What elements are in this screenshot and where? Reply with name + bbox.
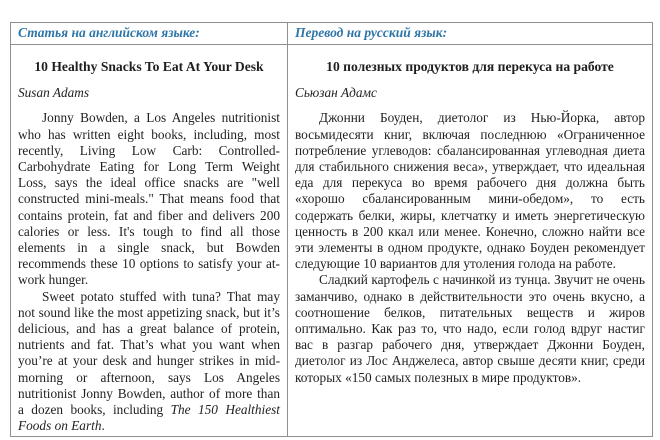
body-row	[11, 45, 653, 437]
russian-paragraph-1: Джонни Боуден, диетолог из Нью-Йорка, автор восьмидесяти книг, включая последнюю «Ограниченное потребление углеводов: сбалансированная углеводная диета для стабильного снижения веса», утверждает, что идеальная еда для перекуса во время рабочего дня должна быть «хорошо сбалансированным мини-обедом», то есть содержать белки, жиры, клетчатку и иметь энергетическую ценность в 200 ккал или менее. Конечно, сложно найти все эти элементы в одном продукте, однако Боуден рекомендует следующие 10 вариантов для утоления голода на работе.	[295, 110, 645, 272]
header-cell-russian: Перевод на русский язык:	[288, 23, 653, 45]
english-paragraph-2	[18, 289, 280, 435]
russian-column	[288, 45, 653, 437]
english-paragraph-2-lead: Sweet potato stuffed with tuna? That may not sound like the most appetizing snack, but it’s delicious, and has a great balance of protein, nutrients and fat. That’s what you want when you’re at your desk and hunger strikes in mid-morning or afternoon, says Los Angeles nutritionist Jonny Bowden, author of more than a dozen books, including	[18, 288, 280, 418]
translation-table	[10, 22, 653, 437]
english-paragraph-1: Jonny Bowden, a Los Angeles nutritionist who has written eight books, including, most recently, Living Low Carb: Controlled-Carbohydrate Eating for Long Term Weight Loss, says the ideal office snacks are "well constructed mini-meals." That means food that contains protein, fat and fiber and delivers 200 calories or less. It's tough to find all those elements in a single snack, but Bowden recommends these 10 options to satisfy your at-work hunger.	[18, 110, 280, 288]
article-author-russian: Сьюзан Адамс	[295, 85, 377, 101]
article-author-english: Susan Adams	[18, 85, 90, 101]
header-row	[11, 23, 653, 45]
header-cell-english: Статья на английском языке:	[11, 23, 288, 45]
article-title-russian: 10 полезных продуктов для перекуса на работе	[326, 59, 614, 74]
article-title-english: 10 Healthy Snacks To Eat At Your Desk	[34, 59, 264, 74]
book-title-italic: The 150 Healthiest Foods on Earth	[18, 402, 280, 434]
english-paragraph-2-tail: .	[101, 418, 105, 434]
russian-paragraph-2: Сладкий картофель с начинкой из тунца. Звучит не очень заманчиво, однако в действительности это очень вкусно, а соотношение белков, питательных веществ и жиров оптимально. Как раз то, что надо, если голод вдруг настиг вас в разгар рабочего дня, утверждает Джонни Боуден, диетолог из Лос Анджелеса, автор свыше десяти книг, среди которых «150 самых полезных в мире продуктов».	[295, 272, 645, 385]
english-column	[11, 45, 288, 437]
